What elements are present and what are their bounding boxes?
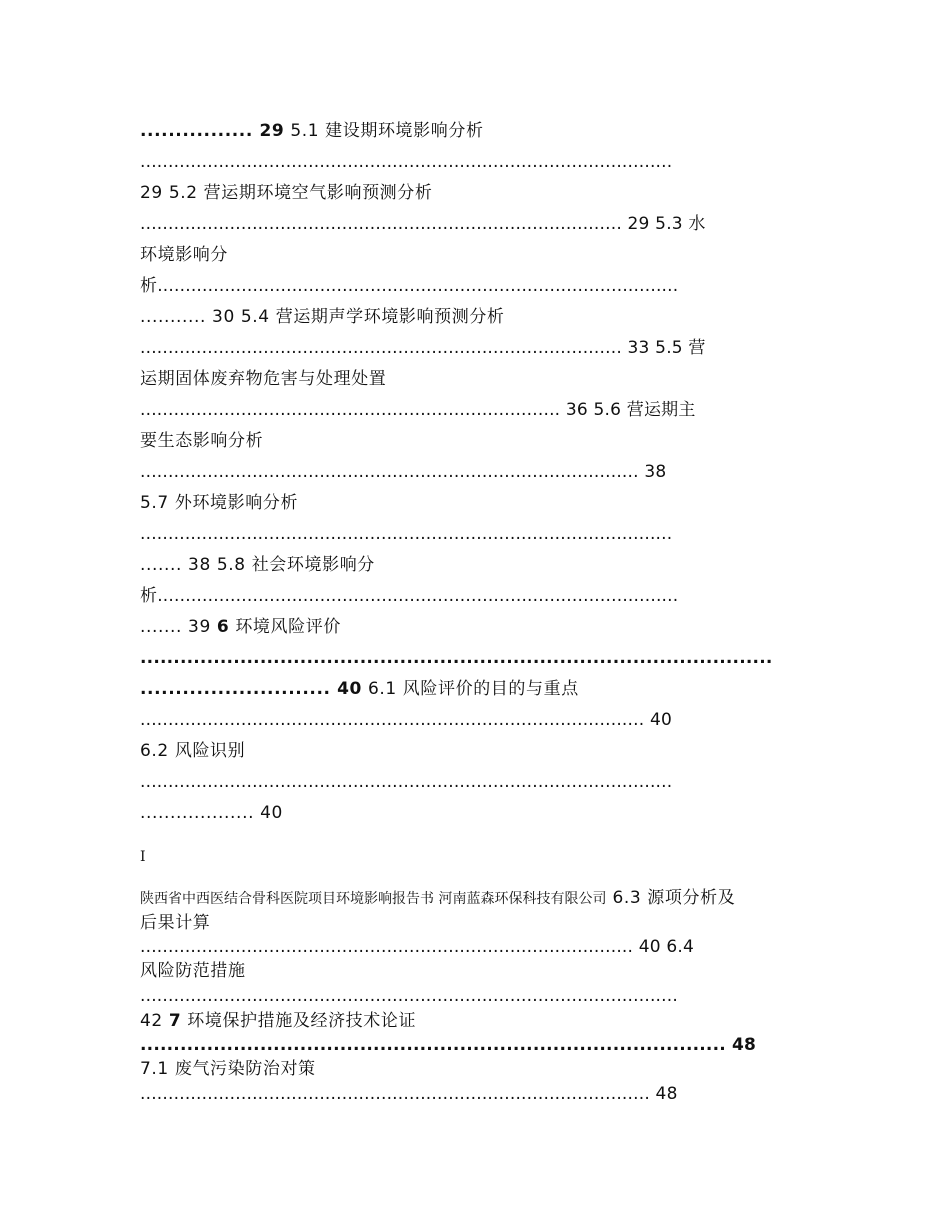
toc-page-40: ................... 40	[140, 803, 283, 823]
toc-chapter-6-number: 6	[216, 617, 230, 637]
toc-leader: ...........................................................................	[140, 400, 561, 420]
running-header: 陕西省中西医结合骨科医院项目环境影响报告书 河南蓝森环保科技有限公司	[140, 891, 607, 907]
toc-entry-5-8-end: 析.............................................................................................	[140, 586, 679, 606]
toc-line-3	[140, 182, 432, 204]
toc-chapter-7-title: 环境保护措施及经济技术论证	[181, 1011, 417, 1031]
toc-page-number: 40	[644, 710, 672, 730]
toc-page-number: 48	[649, 1084, 678, 1104]
toc-leader: ...........................................................................................	[140, 1084, 650, 1104]
toc-entry-6-3-cont: 后果计算	[140, 913, 211, 933]
toc-line-1	[140, 120, 484, 142]
toc-leader: ......................................................................................	[140, 214, 622, 234]
toc-line-11	[140, 430, 263, 452]
toc-entry-6-2: 6.2 风险识别	[140, 741, 246, 761]
toc-line-7	[140, 306, 505, 328]
toc-line-17	[140, 616, 341, 638]
toc-leader: ...............................................................................................	[140, 152, 673, 172]
toc-line-5	[140, 244, 228, 266]
toc-page-number: 38	[638, 462, 667, 482]
toc-entry-5-6-start: 36 5.6 营运期主	[560, 400, 696, 420]
toc-line-16	[140, 585, 678, 607]
toc-leader: .........................................................................................	[140, 462, 639, 482]
toc-line-8	[140, 337, 706, 359]
toc-line-31	[140, 1058, 316, 1080]
toc-entry-5-3-end: 析.............................................................................................	[140, 276, 679, 296]
toc-entry-7-1: 7.1 废气污染防治对策	[140, 1059, 316, 1079]
toc-entry-5-2: 29 5.2 营运期环境空气影响预测分析	[140, 183, 433, 203]
toc-line-24	[140, 887, 735, 910]
toc-page-42: 42	[140, 1011, 169, 1031]
toc-leader-bold: ........................................................................................	[140, 1035, 726, 1055]
toc-line-10	[140, 399, 696, 421]
toc-leader-line	[140, 151, 672, 173]
toc-entry-5-5-start: 33 5.5 营	[621, 338, 706, 358]
toc-page-29-bold: ................ 29	[140, 121, 285, 141]
toc-line-26	[140, 936, 694, 958]
toc-entry-6-1: 6.1 风险评价的目的与重点	[361, 679, 579, 699]
toc-line-20	[140, 709, 672, 731]
toc-entry-6-4-cont: 风险防范措施	[140, 961, 246, 981]
toc-line-15	[140, 554, 375, 576]
toc-entry-5-1: 5.1 建设期环境影响分析	[284, 121, 484, 141]
toc-page-40-bold: ........................... 40	[140, 679, 362, 699]
toc-line-13	[140, 492, 298, 514]
toc-entry-5-3-start: 29 5.3 水	[621, 214, 706, 234]
toc-entry-5-4: ........... 30 5.4 营运期声学环境影响预测分析	[140, 307, 505, 327]
page-marker: I	[140, 849, 146, 865]
toc-line-25	[140, 912, 210, 934]
toc-entry-5-6-cont: 要生态影响分析	[140, 431, 264, 451]
toc-line-23	[140, 802, 283, 824]
toc-line-29	[140, 1010, 416, 1032]
toc-entry-5-3-cont: 环境影响分	[140, 245, 228, 265]
toc-line-27	[140, 960, 246, 982]
toc-line-12	[140, 461, 666, 483]
toc-line-30	[140, 1034, 756, 1056]
toc-entry-5-5-cont: 运期固体废弃物危害与处理处置	[140, 369, 387, 389]
toc-leader: ...............................................................................................	[140, 772, 673, 792]
toc-entry-5-8: ....... 38 5.8 社会环境影响分	[140, 555, 375, 575]
toc-line-32	[140, 1083, 678, 1105]
toc-leader: ......................................................................................	[140, 338, 622, 358]
toc-page-48-bold: 48	[725, 1035, 757, 1055]
toc-line-14	[140, 523, 672, 545]
toc-line-9	[140, 368, 386, 390]
toc-line-6	[140, 275, 678, 297]
toc-entry-6-4-start: 40 6.4	[633, 937, 695, 957]
toc-line-28	[140, 985, 678, 1007]
toc-chapter-6-title: 环境风险评价	[229, 617, 341, 637]
toc-leader: ..........................................................................................	[140, 710, 645, 730]
toc-line-18	[140, 647, 773, 669]
toc-entry-6-3-start: 6.3 源项分析及	[606, 888, 736, 908]
toc-chapter-7-number: 7	[168, 1011, 182, 1031]
toc-page-39: ....... 39	[140, 617, 217, 637]
toc-leader: ................................................................................................	[140, 986, 678, 1006]
toc-line-4	[140, 213, 706, 235]
toc-line-19	[140, 678, 579, 700]
toc-entry-5-7: 5.7 外环境影响分析	[140, 493, 299, 513]
toc-leader: ........................................................................................	[140, 937, 634, 957]
toc-leader: ...............................................................................................	[140, 524, 673, 544]
toc-leader-bold: ...............................................................................................	[140, 648, 773, 668]
toc-line-21	[140, 740, 245, 762]
toc-line-22	[140, 771, 672, 793]
